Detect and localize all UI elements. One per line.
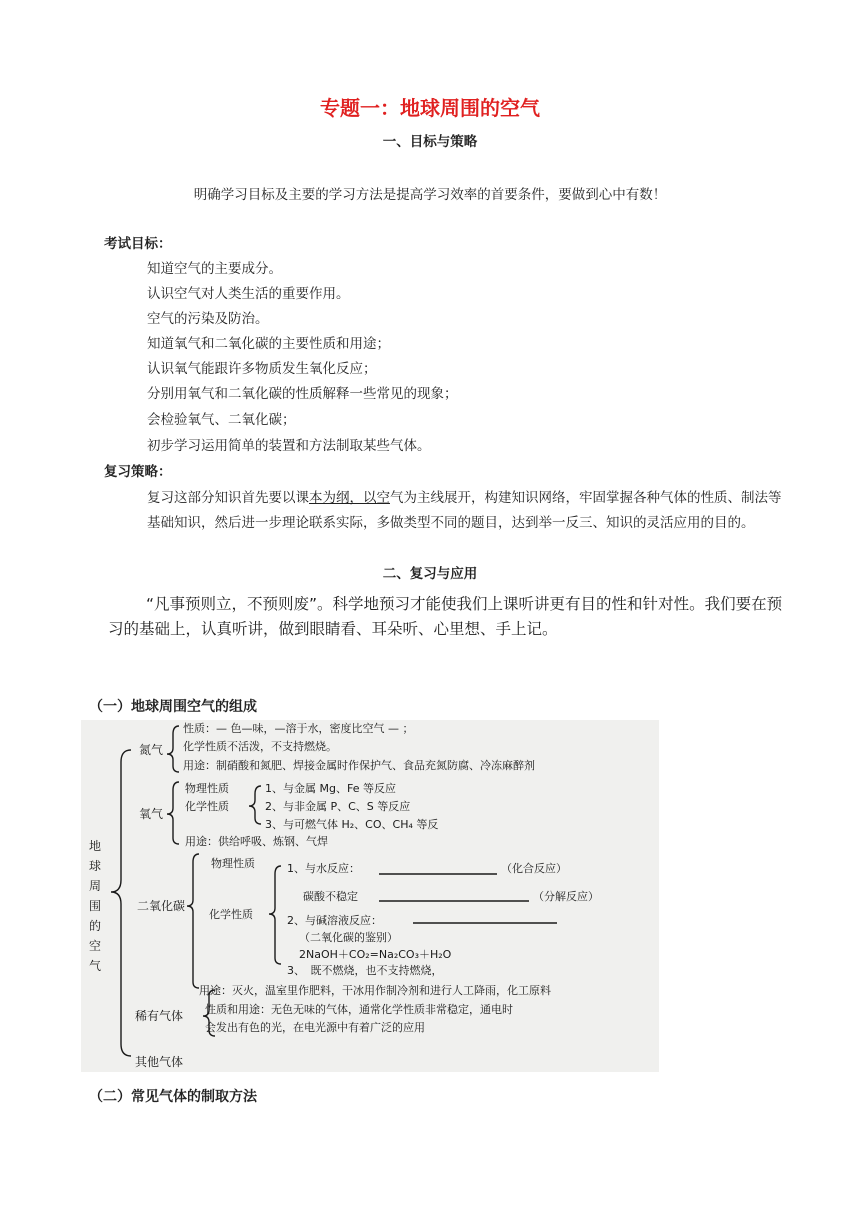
oxygen-reaction: 1、与金属 Mg、Fe 等反应 [265,782,396,795]
air-composition-diagram [81,720,659,1072]
oxygen-reaction: 2、与非金属 P、C、S 等反应 [265,800,411,813]
root-char: 球 [89,859,102,873]
section-heading-goals: 一、目标与策略 [382,134,478,150]
section-heading-review: 二、复习与应用 [382,566,478,582]
noble-gas-line: 会发出有色的光，在电光源中有着广泛的应用 [205,1021,425,1034]
strategy-label: 复习策略： [104,464,172,480]
nitrogen-chemical: 化学性质不活泼，不支持燃烧。 [183,740,337,753]
root-char: 围 [89,899,102,913]
noble-gas-line: 性质和用途：无色无味的气体，通常化学性质非常稳定，通电时 [205,1003,513,1016]
goal-item: 初步学习运用简单的装置和方法制取某些气体。 [147,438,431,454]
goal-item: 知道氧气和二氧化碳的主要性质和用途； [147,336,390,352]
nitrogen-label: 氮气 [139,743,164,757]
root-char: 周 [89,879,102,893]
co2-physical: 物理性质 [211,857,255,870]
co2-chemical: 化学性质 [209,908,253,921]
co2-equation: 2NaOH＋CO₂=Na₂CO₃＋H₂O [299,948,452,961]
co2-use: 用途：灭火，温室里作肥料，干冰用作制冷剂和进行人工降雨，化工原料 [199,984,551,997]
part1-title: （一）地球周围空气的组成 [89,699,257,715]
root-char: 空 [89,939,102,953]
oxygen-physical: 物理性质 [185,782,229,795]
co2-identification: （二氧化碳的鉴别） [299,931,398,944]
goal-item: 会检验氧气、二氧化碳； [147,412,296,428]
strategy-text: 复习这部分知识首先要以课本为纲，以空气为主线展开，构建知识网络，牢固掌握各种气体的性质、制法等基础知识，然后进一步理论联系实际，多做类型不同的题目，达到举一反三、知识的灵活应用的目的。 [147,490,782,531]
co2-reaction-water: 1、与水反应： [287,862,360,875]
goal-item: 认识氧气能跟许多物质发生氧化反应； [147,361,377,377]
oxygen-label: 氧气 [139,807,164,821]
root-char: 气 [89,959,102,973]
nitrogen-use: 用途：制硝酸和氮肥、焊接金属时作保护气、食品充氮防腐、冷冻麻醉剂 [183,759,535,772]
oxygen-reaction: 3、与可燃气体 H₂、CO、CH₄ 等反 [265,818,439,831]
root-char: 地 [89,839,102,853]
goal-item: 分别用氧气和二氧化碳的性质解释一些常见的现象； [147,386,458,402]
intro-text: 明确学习目标及主要的学习方法是提高学习效率的首要条件，要做到心中有数！ [193,187,667,203]
oxygen-chemical: 化学性质 [185,800,229,813]
part2-title: （二）常见气体的制取方法 [89,1089,257,1105]
carbonic-acid-unstable: 碳酸不稳定 [303,890,358,903]
underlined-text: 本为纲，以空 [309,490,390,506]
co2-reaction-water-note: （化合反应） [501,862,567,875]
root-char: 的 [89,919,102,933]
co2-label: 二氧化碳 [137,899,186,913]
diagram-svg [81,720,659,1072]
oxygen-use: 用途：供给呼吸、炼钢、气焊 [185,835,328,848]
co2-reaction-alkali: 2、与碱溶液反应： [287,914,382,927]
goal-item: 空气的污染及防治。 [147,311,269,327]
noble-gas-label: 稀有气体 [135,1009,184,1023]
goal-item: 认识空气对人类生活的重要作用。 [147,286,350,302]
other-gas-label: 其他气体 [135,1055,184,1069]
goal-item: 知道空气的主要成分。 [147,261,282,277]
page-title: 专题一：地球周围的空气 [320,96,540,120]
preview-paragraph: “凡事预则立，不预则废”。科学地预习才能使我们上课听讲更有目的性和针对性。我们要在预习的基础上，认真听讲，做到眼睛看、耳朵听、心里想、手上记。 [108,595,783,638]
exam-goals-label: 考试目标： [104,236,172,252]
decomposition-note: （分解反应） [533,890,599,903]
nitrogen-property: 性质：— 色—味，—溶于水，密度比空气 — ； [183,722,414,735]
co2-not-combustible: 3、 既不燃烧，也不支持燃烧， [287,964,443,977]
